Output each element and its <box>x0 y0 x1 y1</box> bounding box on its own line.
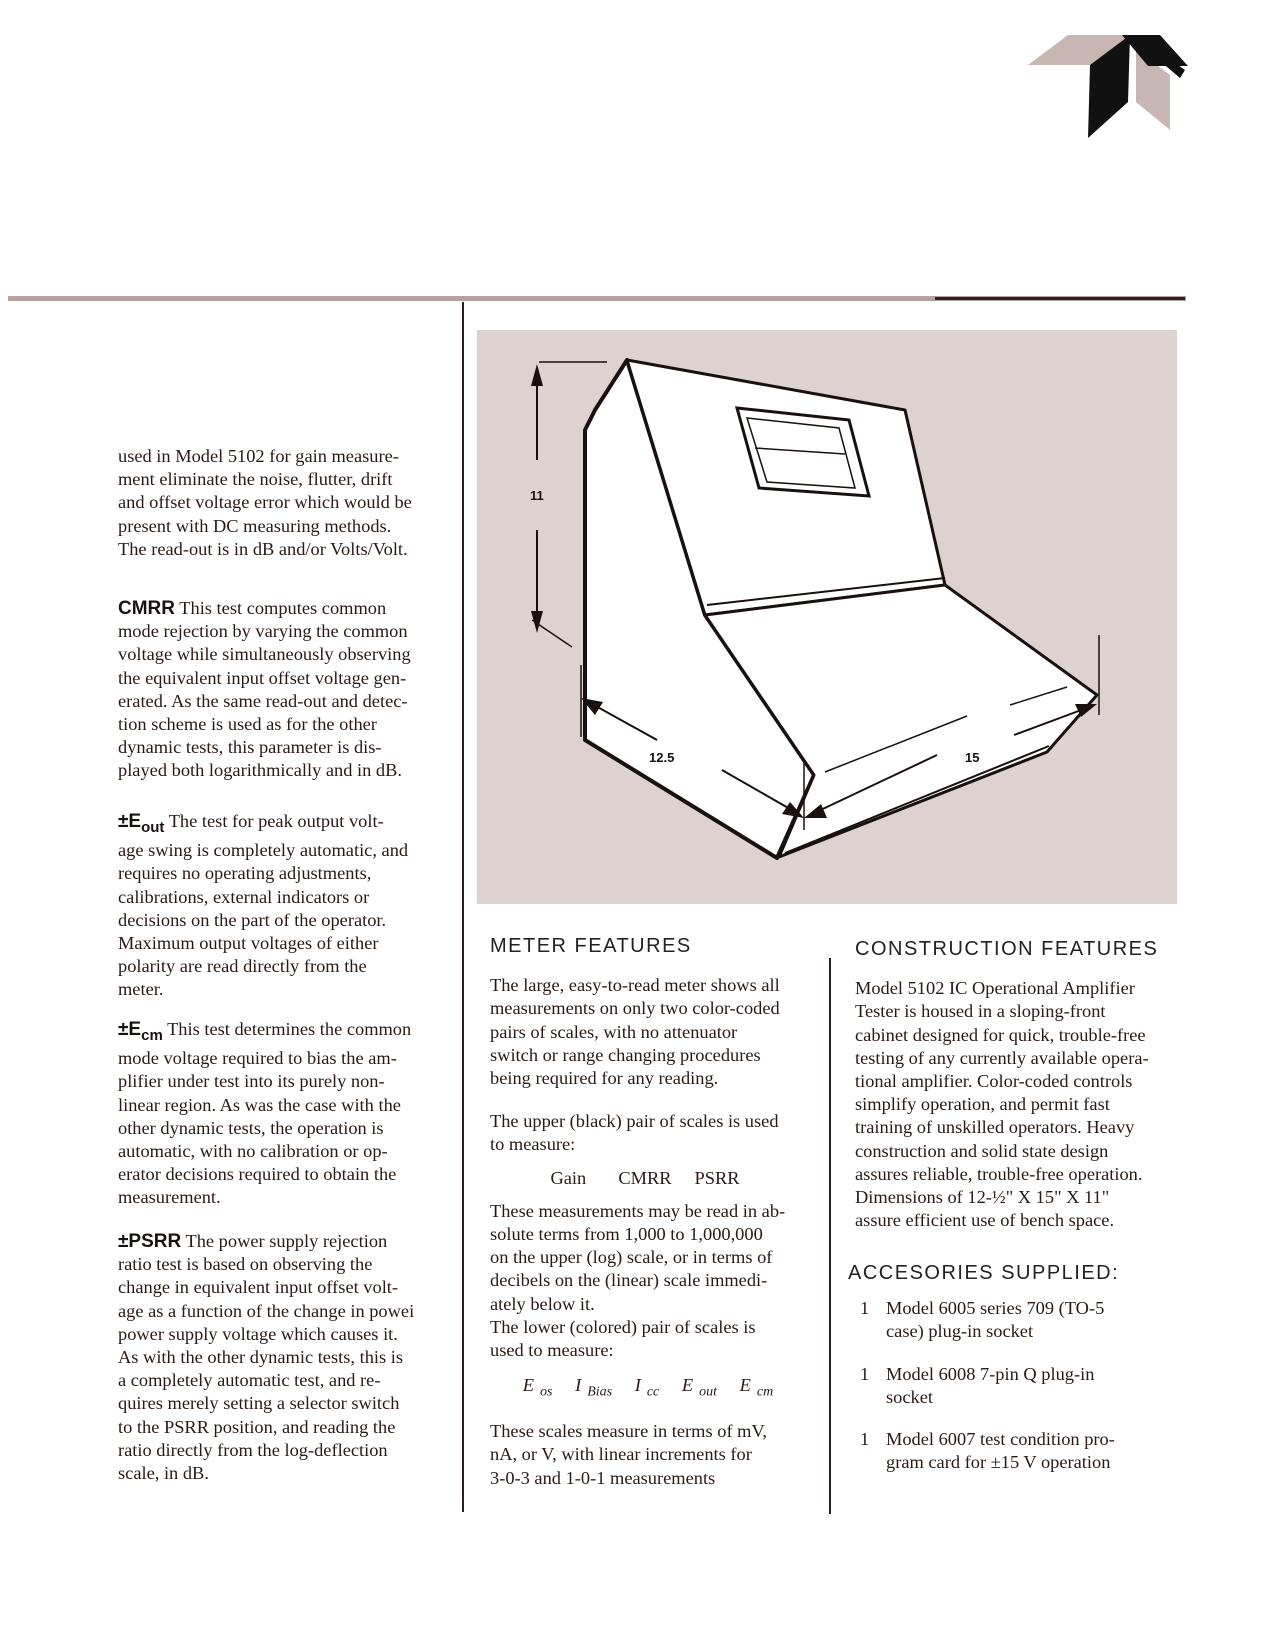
lower-scale-list <box>490 1374 830 1404</box>
heading-base: ±E <box>118 1019 142 1040</box>
scale-name <box>676 1375 718 1400</box>
text-line: ratio test is based on observing the <box>118 1254 373 1275</box>
text-line: gram card for ±15 V operation <box>886 1452 1111 1473</box>
text-line: quires merely setting a selector switch <box>118 1393 400 1414</box>
text-line: measurements on only two color-coded <box>490 998 780 1019</box>
text-line: mode voltage required to bias the am- <box>118 1048 397 1069</box>
text-line: Model 6008 7-pin Q plug-in <box>886 1363 1095 1384</box>
text-line: meter. <box>118 979 164 1000</box>
text-line: power supply voltage which causes it. <box>118 1323 398 1344</box>
text-line: measurement. <box>118 1187 221 1208</box>
text-line: polarity are read directly from the <box>118 956 367 977</box>
text-line: to the PSRR position, and reading the <box>118 1416 396 1437</box>
text-line: This test determines the common <box>167 1019 412 1039</box>
accessory-qty: 1 <box>860 1363 870 1384</box>
scale-base: E <box>739 1375 751 1396</box>
text-line: erator decisions required to obtain the <box>118 1164 397 1185</box>
text-line: cabinet designed for quick, trouble-free <box>855 1024 1146 1045</box>
text-line: Model 5102 IC Operational Amplifier <box>855 978 1135 999</box>
ecm-heading <box>118 1019 163 1044</box>
scale-name: PSRR <box>694 1167 740 1188</box>
text-line: decisions on the part of the operator. <box>118 909 387 930</box>
text-line: other dynamic tests, the operation is <box>118 1117 384 1138</box>
text-line: ately below it. <box>490 1293 595 1314</box>
scale-base: E <box>681 1375 694 1396</box>
text-line: construction and solid state design <box>855 1140 1109 1161</box>
text-line: As with the other dynamic tests, this is <box>118 1347 404 1368</box>
text-line: nA, or V, with linear increments for <box>490 1444 752 1465</box>
meter-features-section <box>490 935 830 1490</box>
eout-paragraph <box>118 810 463 1002</box>
accessory-item <box>860 1297 1173 1343</box>
text-line: linear region. As was the case with the <box>118 1094 401 1115</box>
text-line: mode rejection by varying the common <box>118 621 408 642</box>
cmrr-heading: CMRR <box>118 598 175 619</box>
dimension-width-label: 15 <box>965 750 980 765</box>
text-line: erated. As the same read-out and detec- <box>118 690 408 711</box>
text-line: on the upper (log) scale, or in terms of <box>490 1247 773 1268</box>
text-line: Model 6007 test condition pro- <box>886 1429 1115 1450</box>
text-line: The upper (black) pair of scales is used <box>490 1111 779 1132</box>
text-line: Tester is housed in a sloping-front <box>855 1001 1106 1022</box>
text-line: to measure: <box>490 1134 576 1155</box>
text-line: automatic, with no calibration or op- <box>118 1141 388 1162</box>
heading-subscript: cm <box>141 1027 163 1044</box>
text-line: The power supply rejection <box>185 1231 388 1251</box>
cabinet-drawing <box>477 330 1177 904</box>
text-line: Dimensions of 12-½" X 15" X 11" <box>855 1187 1110 1208</box>
text-line: plifier under test into its purely non- <box>118 1071 385 1092</box>
scale-base: E <box>522 1375 535 1396</box>
text-line: This test computes common <box>179 598 387 618</box>
text-line: ratio directly from the log-deflection <box>118 1439 388 1460</box>
scale-subscript: out <box>699 1384 718 1400</box>
teledyne-logo-icon <box>1010 30 1190 150</box>
text-line: testing of any currently available opera- <box>855 1047 1149 1068</box>
scale-name <box>569 1375 613 1400</box>
text-line: used in Model 5102 for gain measure- <box>118 446 399 466</box>
text-line: switch or range changing procedures <box>490 1044 761 1065</box>
text-line: The read-out is in dB and/or Volts/Volt. <box>118 538 408 559</box>
dimension-depth-label: 12.5 <box>649 750 675 765</box>
text-line: being required for any reading. <box>490 1068 719 1089</box>
intro-paragraph <box>118 445 463 561</box>
dimension-line <box>532 620 572 647</box>
accessory-item <box>860 1363 1173 1409</box>
psrr-paragraph <box>118 1230 463 1485</box>
text-line: These scales measure in terms of mV, <box>490 1421 767 1442</box>
eout-heading <box>118 811 165 836</box>
text-line: calibrations, external indicators or <box>118 886 370 907</box>
scale-subscript: cc <box>646 1384 660 1400</box>
ecm-paragraph <box>118 1018 463 1210</box>
text-line: present with DC measuring methods. <box>118 515 392 536</box>
text-line: tion scheme is used as for the other <box>118 714 377 735</box>
scale-base: I <box>634 1375 641 1396</box>
text-line: simplify operation, and permit fast <box>855 1094 1110 1115</box>
text-line: requires no operating adjustments, <box>118 863 372 884</box>
text-line: 3-0-3 and 1-0-1 measurements <box>490 1467 716 1488</box>
text-line: voltage while simultaneously observing <box>118 644 411 665</box>
accessory-qty: 1 <box>860 1298 870 1319</box>
scale-base: I <box>575 1375 582 1396</box>
text-line: played both logarithmically and in dB. <box>118 760 402 781</box>
scale-name <box>629 1375 660 1400</box>
psrr-heading: ±PSRR <box>118 1231 182 1252</box>
heading-base: ±E <box>118 811 142 832</box>
scale-name: Gain <box>550 1167 587 1188</box>
scale-subscript: os <box>540 1384 553 1400</box>
text-line: decibels on the (linear) scale immedi- <box>490 1270 768 1291</box>
text-line: pairs of scales, with no attenuator <box>490 1021 738 1042</box>
text-line: assure efficient use of bench space. <box>855 1210 1115 1231</box>
text-line: Model 6005 series 709 (TO-5 <box>886 1298 1105 1319</box>
text-line: The large, easy-to-read meter shows all <box>490 975 780 996</box>
text-line: age as a function of the change in powei <box>118 1300 415 1321</box>
cmrr-paragraph <box>118 597 463 783</box>
accessories-title: ACCESORIES SUPPLIED: <box>848 1262 1120 1284</box>
scale-subscript: Bias <box>587 1384 613 1400</box>
text-line: the equivalent input offset voltage gen- <box>118 667 407 688</box>
text-line: change in equivalent input offset volt- <box>118 1277 399 1298</box>
text-line: ment eliminate the noise, flutter, drift <box>118 469 393 490</box>
accessories-section <box>848 1262 1173 1474</box>
scale-subscript: cm <box>756 1384 774 1400</box>
text-line: and offset voltage error which would be <box>118 492 412 513</box>
cabinet-illustration <box>477 330 1177 904</box>
text-line: case) plug-in socket <box>886 1321 1034 1342</box>
text-line: Maximum output voltages of either <box>118 933 379 954</box>
text-line: age swing is completely automatic, and <box>118 840 409 861</box>
text-line: assures reliable, trouble-free operation. <box>855 1163 1143 1184</box>
text-line: dynamic tests, this parameter is dis- <box>118 737 382 758</box>
header-rule-accent <box>935 297 1185 300</box>
heading-subscript: out <box>141 819 165 836</box>
dimension-height-label: 11 <box>530 488 544 503</box>
accessory-qty: 1 <box>860 1429 870 1450</box>
arrow-up-icon <box>531 364 543 386</box>
scale-name <box>517 1375 553 1400</box>
construction-features-section <box>855 938 1180 1232</box>
text-line: used to measure: <box>490 1340 614 1361</box>
text-line: The test for peak output volt- <box>168 811 384 831</box>
upper-scale-list <box>490 1167 830 1190</box>
text-line: The lower (colored) pair of scales is <box>490 1316 756 1337</box>
arrow-down-icon <box>531 611 543 633</box>
scale-name <box>734 1375 774 1400</box>
text-line: solute terms from 1,000 to 1,000,000 <box>490 1224 763 1245</box>
text-line: These measurements may be read in ab- <box>490 1200 786 1221</box>
accessory-item <box>860 1428 1173 1474</box>
text-line: scale, in dB. <box>118 1463 209 1484</box>
construction-features-title: CONSTRUCTION FEATURES <box>855 938 1159 960</box>
text-line: tional amplifier. Color-coded controls <box>855 1071 1133 1092</box>
text-line: training of unskilled operators. Heavy <box>855 1117 1135 1138</box>
text-line: socket <box>886 1386 933 1407</box>
scale-name: CMRR <box>618 1167 672 1188</box>
meter-features-title: METER FEATURES <box>490 935 692 957</box>
text-line: a completely automatic test, and re- <box>118 1370 381 1391</box>
